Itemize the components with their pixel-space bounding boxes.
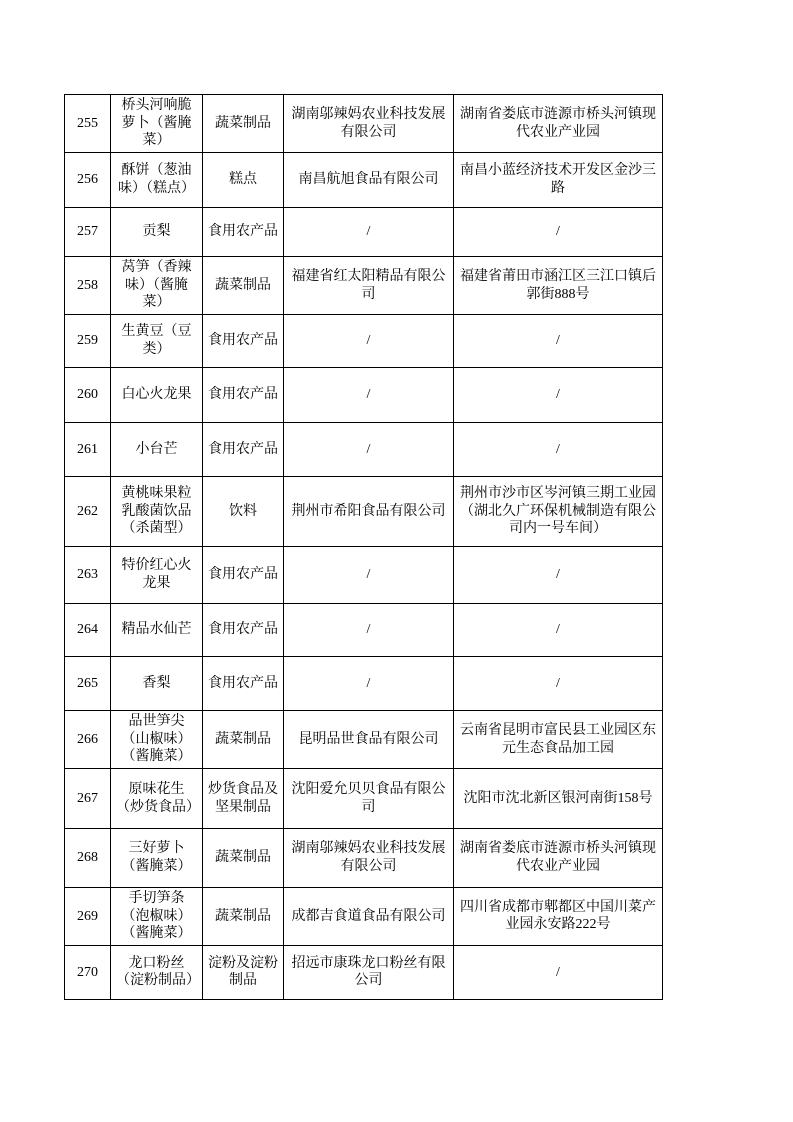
cell-product: 特价红心火龙果	[111, 547, 203, 604]
cell-category: 饮料	[203, 477, 284, 547]
cell-no: 259	[65, 315, 111, 368]
cell-category: 蔬菜制品	[203, 711, 284, 769]
table-row	[65, 423, 663, 477]
cell-product: 黄桃味果粒乳酸菌饮品（杀菌型）	[111, 477, 203, 547]
cell-no: 266	[65, 711, 111, 769]
cell-category: 淀粉及淀粉制品	[203, 945, 284, 999]
cell-company: 沈阳爱允贝贝食品有限公司	[284, 769, 454, 829]
table-row	[65, 657, 663, 711]
cell-product: 手切笋条（泡椒味）（酱腌菜）	[111, 888, 203, 946]
cell-product: 白心火龙果	[111, 368, 203, 423]
cell-category: 食用农产品	[203, 315, 284, 368]
cell-no: 262	[65, 477, 111, 547]
cell-address: 湖南省娄底市涟源市桥头河镇现代农业产业园	[454, 829, 663, 888]
table-row	[65, 604, 663, 657]
cell-company: 昆明品世食品有限公司	[284, 711, 454, 769]
cell-product: 桥头河响脆萝卜（酱腌菜）	[111, 95, 203, 153]
cell-product: 小台芒	[111, 423, 203, 477]
table-row	[65, 769, 663, 829]
cell-no: 261	[65, 423, 111, 477]
table-row	[65, 945, 663, 999]
cell-no: 260	[65, 368, 111, 423]
cell-address: 云南省昆明市富民县工业园区东元生态食品加工园	[454, 711, 663, 769]
product-list-table	[64, 94, 663, 1000]
cell-no: 264	[65, 604, 111, 657]
cell-company: 湖南邬辣妈农业科技发展有限公司	[284, 829, 454, 888]
cell-product: 莴笋（香辣味）（酱腌菜）	[111, 257, 203, 315]
cell-no: 268	[65, 829, 111, 888]
table-body	[65, 95, 663, 1000]
cell-category: 蔬菜制品	[203, 257, 284, 315]
cell-address: 湖南省娄底市涟源市桥头河镇现代农业产业园	[454, 95, 663, 153]
table-row	[65, 888, 663, 946]
cell-address: /	[454, 315, 663, 368]
cell-no: 256	[65, 153, 111, 208]
cell-no: 265	[65, 657, 111, 711]
cell-address: 四川省成都市郫都区中国川菜产业园永安路222号	[454, 888, 663, 946]
cell-company: /	[284, 657, 454, 711]
cell-address: 福建省莆田市涵江区三江口镇后郭街888号	[454, 257, 663, 315]
cell-category: 食用农产品	[203, 604, 284, 657]
table-row	[65, 95, 663, 153]
cell-category: 蔬菜制品	[203, 829, 284, 888]
cell-address: /	[454, 368, 663, 423]
cell-category: 炒货食品及坚果制品	[203, 769, 284, 829]
cell-address: /	[454, 208, 663, 257]
cell-address: /	[454, 604, 663, 657]
cell-category: 食用农产品	[203, 547, 284, 604]
cell-address: /	[454, 945, 663, 999]
cell-address: 沈阳市沈北新区银河南街158号	[454, 769, 663, 829]
cell-company: 福建省红太阳精品有限公司	[284, 257, 454, 315]
cell-category: 食用农产品	[203, 368, 284, 423]
table-row	[65, 368, 663, 423]
cell-company: 招远市康珠龙口粉丝有限公司	[284, 945, 454, 999]
cell-company: /	[284, 208, 454, 257]
cell-company: /	[284, 547, 454, 604]
cell-no: 270	[65, 945, 111, 999]
cell-product: 香梨	[111, 657, 203, 711]
cell-company: 湖南邬辣妈农业科技发展有限公司	[284, 95, 454, 153]
cell-category: 糕点	[203, 153, 284, 208]
cell-no: 263	[65, 547, 111, 604]
table-row	[65, 208, 663, 257]
cell-no: 255	[65, 95, 111, 153]
cell-company: /	[284, 368, 454, 423]
cell-company: /	[284, 423, 454, 477]
cell-product: 原味花生（炒货食品）	[111, 769, 203, 829]
cell-product: 生黄豆（豆类）	[111, 315, 203, 368]
cell-category: 蔬菜制品	[203, 95, 284, 153]
cell-company: 成都吉食道食品有限公司	[284, 888, 454, 946]
cell-address: /	[454, 547, 663, 604]
table-row	[65, 711, 663, 769]
cell-company: 荆州市希阳食品有限公司	[284, 477, 454, 547]
cell-address: 荆州市沙市区岑河镇三期工业园（湖北久广环保机械制造有限公司内一号车间）	[454, 477, 663, 547]
cell-category: 食用农产品	[203, 657, 284, 711]
cell-address: 南昌小蓝经济技术开发区金沙三路	[454, 153, 663, 208]
cell-no: 269	[65, 888, 111, 946]
cell-product: 精品水仙芒	[111, 604, 203, 657]
cell-no: 257	[65, 208, 111, 257]
cell-product: 酥饼（葱油味）（糕点）	[111, 153, 203, 208]
table-row	[65, 257, 663, 315]
table-row	[65, 315, 663, 368]
cell-category: 食用农产品	[203, 423, 284, 477]
table-row	[65, 477, 663, 547]
cell-company: 南昌航旭食品有限公司	[284, 153, 454, 208]
cell-category: 蔬菜制品	[203, 888, 284, 946]
cell-address: /	[454, 423, 663, 477]
cell-product: 贡梨	[111, 208, 203, 257]
cell-no: 258	[65, 257, 111, 315]
cell-company: /	[284, 315, 454, 368]
table-row	[65, 829, 663, 888]
cell-product: 三好萝卜（酱腌菜）	[111, 829, 203, 888]
cell-product: 品世笋尖（山椒味）（酱腌菜）	[111, 711, 203, 769]
cell-company: /	[284, 604, 454, 657]
cell-category: 食用农产品	[203, 208, 284, 257]
cell-address: /	[454, 657, 663, 711]
table-row	[65, 547, 663, 604]
cell-product: 龙口粉丝（淀粉制品）	[111, 945, 203, 999]
cell-no: 267	[65, 769, 111, 829]
table-row	[65, 153, 663, 208]
